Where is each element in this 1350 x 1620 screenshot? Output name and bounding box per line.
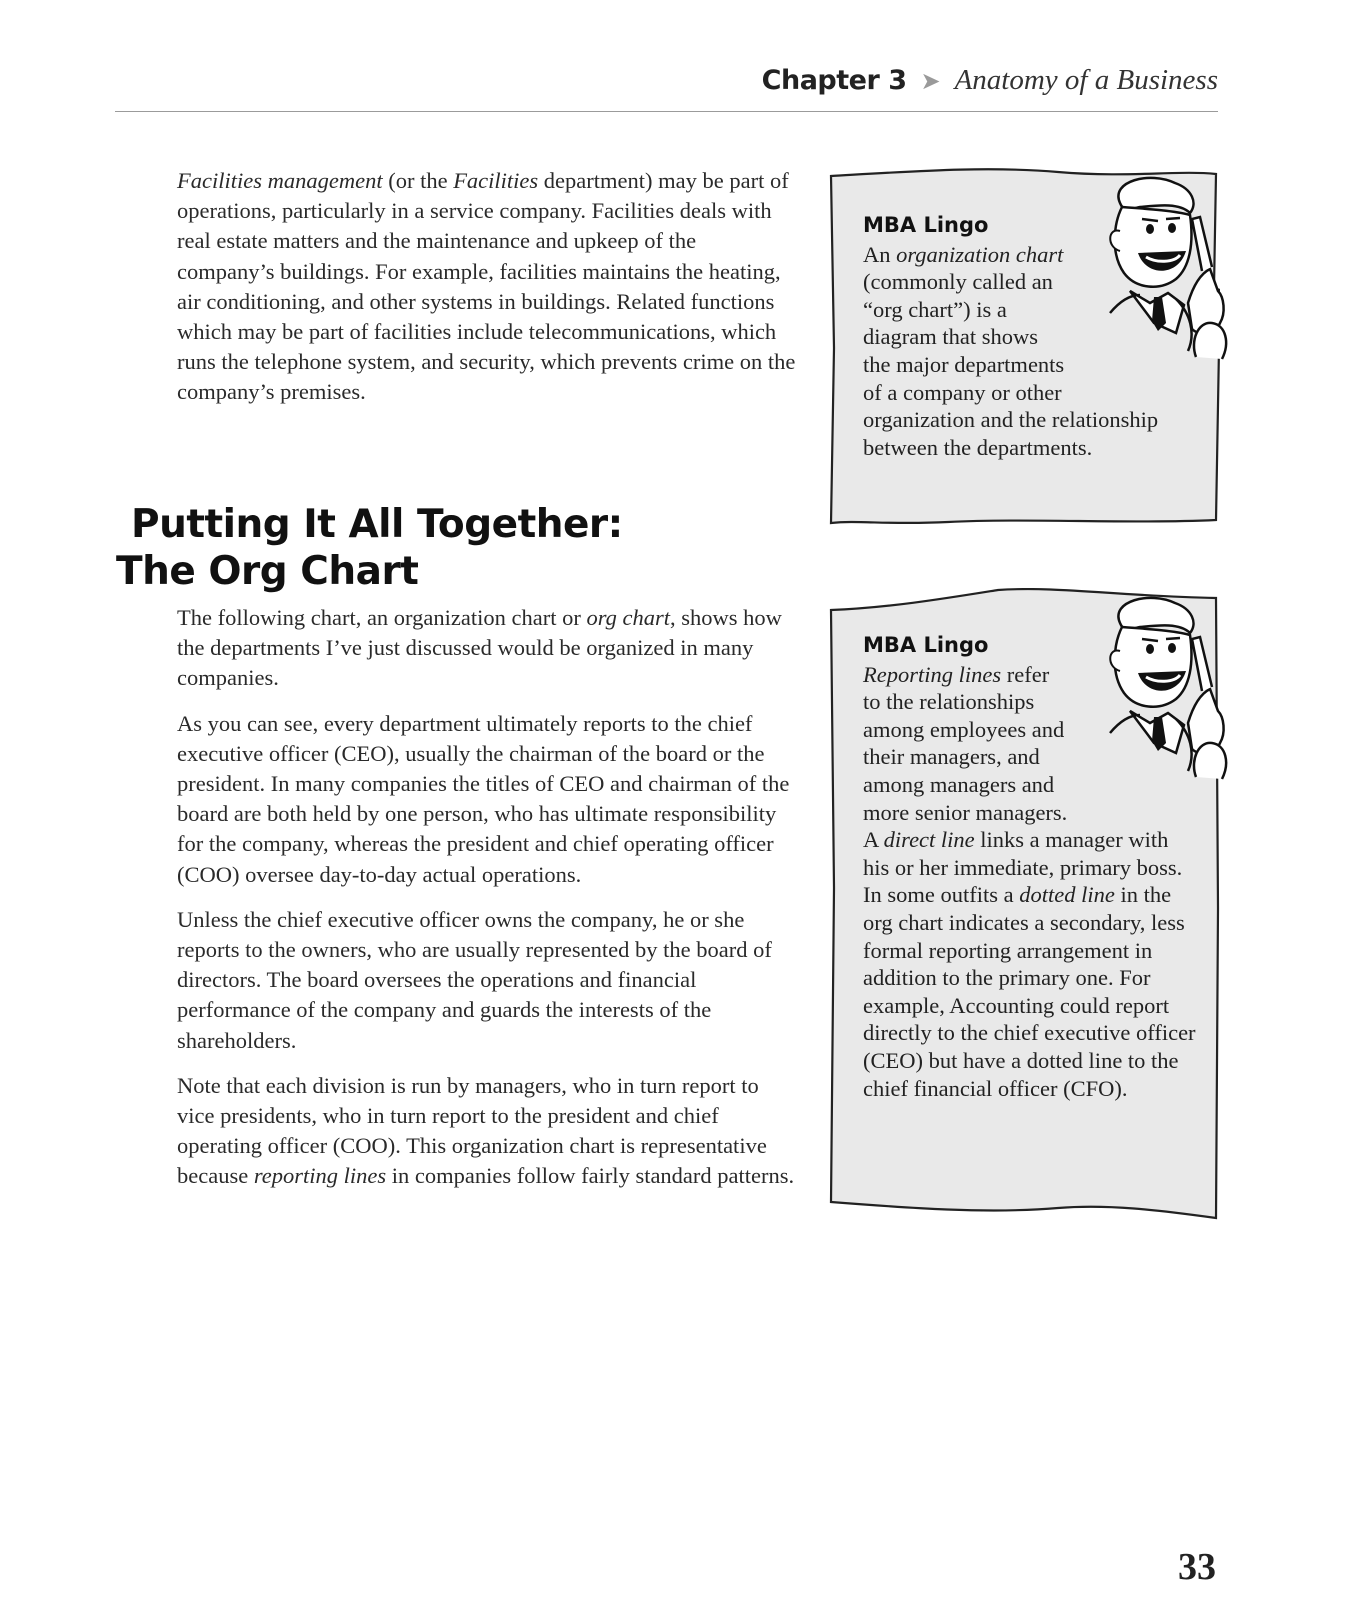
sb1-text-a: An — [863, 241, 897, 267]
intro-paragraph — [177, 166, 797, 408]
paragraph-4 — [177, 1071, 797, 1192]
running-head — [762, 64, 1218, 97]
main-body — [177, 603, 797, 1207]
heading-line-1: Putting It All Together: — [131, 502, 623, 547]
intro-block — [177, 166, 797, 423]
sb2-text-a: refer to the relationships among employees and their managers, and among managers and more senior managers. A — [863, 661, 1068, 853]
sb2-text-c: in the org chart indicates a secondary, less formal reporting arrangement in addition to the primary one. For example, Accounting could report directly to the chief executive officer (CEO) but have a dotted line to the chief financial officer (CFO). — [863, 882, 1196, 1101]
paragraph-2: As you can see, every department ultimately reports to the chief executive officer (CEO), usually the chairman of the board or the president. In many companies the titles of CEO and chairman of the board are both held by one person, who has ultimate responsibility for the company, whereas the president and chief operating officer (COO) oversee day-to-day actual operations. — [177, 710, 790, 887]
mascot-spacer — [1068, 212, 1196, 380]
intro-text-1: (or the — [382, 168, 454, 193]
sidebar-title: MBA Lingo — [863, 633, 989, 657]
section-heading — [116, 501, 623, 595]
paragraph-1 — [177, 603, 797, 694]
header-rule — [115, 111, 1218, 112]
term-facilities-management: Facilities management — [177, 168, 383, 193]
heading-line-2: The Org Chart — [116, 549, 419, 594]
sidebar-mba-lingo-1 — [828, 168, 1220, 528]
page-number: 33 — [1178, 1546, 1216, 1588]
paragraph-3: Unless the chief executive officer owns the company, he or she reports to the owners, who are usually represented by the board of directors. The board oversees the operations and financial performance of the company and guards the interests of the shareholders. — [177, 906, 772, 1053]
term-organization-chart: organization chart — [896, 241, 1064, 267]
term-facilities: Facilities — [453, 168, 539, 193]
p4-text-a: Note that each division is run by managers, who in turn report to vice presidents, who in turn report to the president and chief operating officer (COO). This organization chart is representative because — [177, 1072, 767, 1189]
term-org-chart: org chart — [586, 605, 670, 630]
chapter-label: Chapter 3 — [761, 65, 907, 96]
sb2-text-b: links a manager with his or her immediate, primary boss. In some outfits a — [863, 827, 1183, 908]
mascot-spacer — [1068, 632, 1196, 807]
book-title: Anatomy of a Business — [954, 64, 1218, 96]
p1-text-a: The following chart, an organization chart or — [177, 605, 587, 630]
sidebar-content — [863, 212, 1196, 461]
intro-text-2: department) may be part of operations, particularly in a service company. Facilities deals with real estate matters and the maintenance and upkeep of the company’s buildings. For example, facilities maintains the heating, air conditioning, and other systems in buildings. Related functions which may be part of facilities include telecommunications, which runs the telephone system, and security, which prevents crime on the company’s premises. — [177, 168, 796, 405]
sidebar-mba-lingo-2 — [828, 588, 1220, 1228]
term-dotted-line: dotted line — [1019, 882, 1115, 908]
term-direct-line: direct line — [883, 827, 975, 853]
p4-text-b: in companies follow fairly standard patterns. — [386, 1163, 795, 1189]
sidebar-title: MBA Lingo — [863, 213, 989, 237]
term-reporting-lines: reporting lines — [253, 1163, 387, 1189]
sb1-text-b: (commonly called an “org chart”) is a diagram that shows the major departments of a company or other organization and the relationship between the departments. — [863, 269, 1159, 460]
arrow-right-icon: ➤ — [920, 69, 941, 95]
sidebar-content — [863, 632, 1196, 1102]
term-reporting-lines: Reporting lines — [863, 661, 1002, 687]
p1-text-b: , shows how the departments I’ve just discussed would be organized in many companies. — [177, 605, 782, 691]
